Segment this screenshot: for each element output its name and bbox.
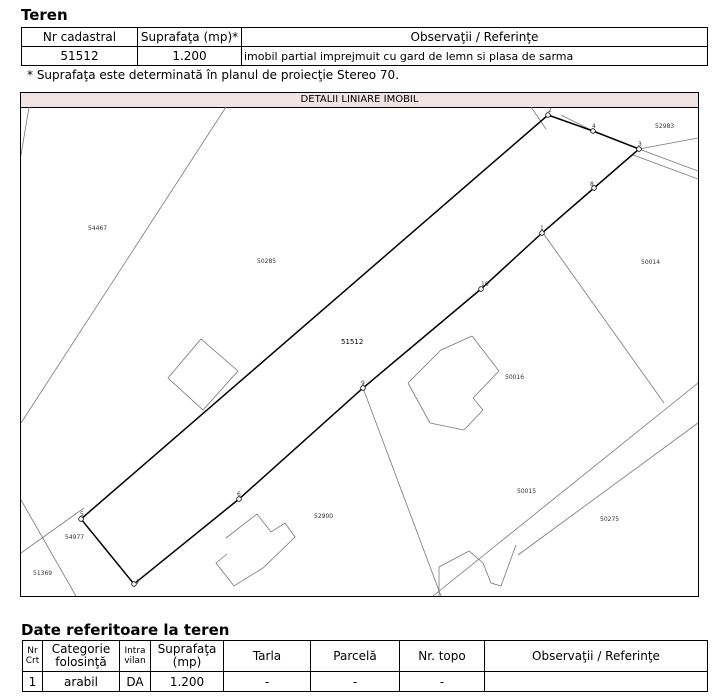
header-suprafata (151, 641, 224, 672)
point-labels (80, 107, 642, 586)
section-title-date-teren: Date referitoare la teren (21, 621, 230, 639)
parcel-label: 52900 (314, 513, 334, 520)
cell-parcela: - (311, 672, 400, 692)
point-label: 7 (136, 579, 140, 586)
parcel-label: 50285 (257, 258, 277, 265)
header-categorie-line2: folosinţă (55, 655, 107, 669)
parcel-label: 50014 (641, 259, 661, 266)
header-parcela: Parcelă (311, 641, 400, 672)
boundary-points (79, 113, 642, 587)
table-row (23, 672, 708, 692)
parcel-label: 50015 (517, 488, 537, 495)
point-label: 2 (548, 107, 552, 114)
teren-table (21, 27, 708, 66)
header-suprafata: Suprafaţa (mp)* (138, 28, 242, 47)
parcel-label: 54467 (88, 225, 108, 232)
header-nr-crt (23, 641, 43, 672)
header-nr-crt-line1: Nr (27, 646, 38, 656)
point-label: 9 (361, 380, 365, 387)
table-header-row (23, 641, 708, 672)
point-label: 6 (237, 491, 241, 498)
cell-nr-crt: 1 (23, 672, 43, 692)
header-suprafata-line1: Suprafaţa (157, 642, 217, 656)
cell-categorie: arabil (43, 672, 120, 692)
cell-suprafata: 1.200 (138, 47, 242, 66)
parcel-label: 51512 (341, 338, 364, 346)
cell-suprafata: 1.200 (151, 672, 224, 692)
footnote: * Suprafaţa este determinată în planul de proiecţie Stereo 70. (27, 68, 400, 82)
cell-intravilan: DA (120, 672, 151, 692)
map-panel (20, 92, 699, 597)
parcel-labels (33, 123, 674, 577)
header-categorie-line1: Categorie (51, 642, 111, 656)
header-suprafata-line2: (mp) (172, 655, 202, 669)
table-row (22, 47, 708, 66)
header-nr-crt-line2: Crt (25, 656, 40, 666)
header-intravilan (120, 641, 151, 672)
header-nr-cadastral: Nr cadastral (22, 28, 138, 47)
table-header-row (22, 28, 708, 47)
point-label: 10 (481, 281, 489, 288)
header-intravilan-line1: Intra (124, 646, 146, 656)
parcel-label: 50016 (505, 374, 525, 381)
parcel-51512-boundary (81, 115, 639, 584)
point-label: 4 (592, 123, 596, 130)
header-categorie (43, 641, 120, 672)
neighbor-boundaries (21, 107, 698, 596)
parcel-label: 54977 (65, 534, 85, 541)
cell-observatii (485, 672, 708, 692)
cell-tarla: - (224, 672, 311, 692)
cadastral-map (21, 107, 698, 596)
parcel-label: 50275 (600, 516, 620, 523)
date-teren-table (22, 640, 708, 692)
section-title-teren: Teren (21, 6, 68, 24)
map-panel-header: DETALII LINIARE IMOBIL (21, 93, 698, 108)
point-label: 1 (540, 225, 544, 232)
header-tarla: Tarla (224, 641, 311, 672)
cell-nr-topo: - (400, 672, 485, 692)
parcel-label: 51369 (33, 570, 53, 577)
cell-nr-cadastral: 51512 (22, 47, 138, 66)
point-label: 8 (590, 181, 594, 188)
cell-observatii: imobil partial imprejmuit cu gard de lemn si plasa de sarma (242, 47, 708, 66)
point-label: 3 (638, 141, 642, 148)
header-observatii: Observaţii / Referinţe (485, 641, 708, 672)
parcel-label: 52983 (655, 123, 675, 130)
header-intravilan-line2: vilan (124, 656, 146, 666)
header-observatii: Observaţii / Referinţe (242, 28, 708, 47)
point-label: 5 (80, 511, 84, 518)
header-nr-topo: Nr. topo (400, 641, 485, 672)
